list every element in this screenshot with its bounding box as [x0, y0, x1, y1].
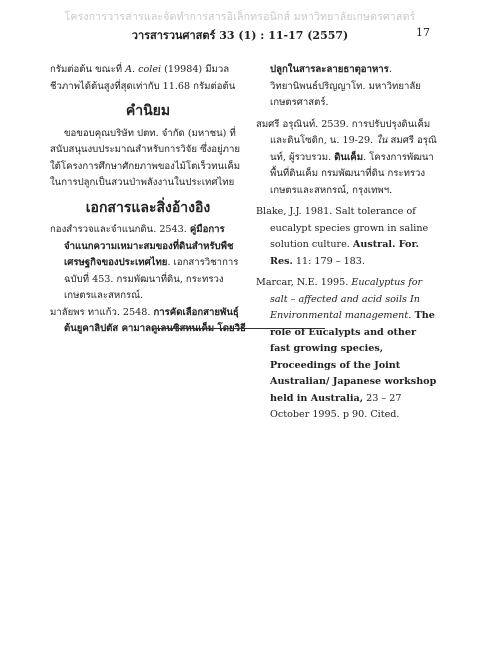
intro-paragraph — [50, 62, 246, 95]
ref-proceedings: The role of Eucalypts and other fast growing species, Proceedings of the Joint Australian/ Japanese workshop held in Australia, — [270, 310, 437, 404]
left-column — [50, 62, 246, 338]
watermark-banner: โครงการวารสารและจัดทำการสารอิเล็กทรอนิกส์ มหาวิทยาลัยเกษตรศาสตร์ — [64, 11, 416, 23]
acknowledgement-heading: คำนิยม — [125, 103, 171, 119]
ref-details: 11: 179 – 183. — [292, 255, 365, 267]
species-name: A. colei — [125, 64, 162, 75]
reference-entry-continued — [270, 62, 438, 112]
references-heading: เอกสารและสิ่งอ้างอิง — [85, 199, 211, 216]
reference-entry — [256, 117, 438, 200]
ref-author-year: กองสำรวจและจำแนกดิน. 2543. — [50, 224, 190, 235]
ref-author-title: Blake, J.J. 1981. Salt tolerance of eucalypt species grown in saline solution culture. — [256, 206, 429, 250]
ref-title: ปลูกในสารละลายธาตุอาหาร — [270, 64, 389, 75]
intro-text-pre: กรัมต่อต้น ขณะที่ — [50, 64, 126, 75]
acknowledgement-text: ขอขอบคุณบริษัท ปตท. จำกัด (มหาชน) ที่สนับสนุนงบประมาณสำหรับการวิจัย ซึ่งอยู่ภายใต้โครงการศึกษาศักยภาพของไม้โตเร็วทนเค็มในการปลูกเป็นสวนป่าพลังงานในประเทศไทย — [50, 127, 241, 188]
page-number: 17 — [416, 26, 430, 39]
ref-details: . โครงการพัฒนาพื้นที่ดินเค็ม กรมพัฒนาที่ดิน กระทรวงเกษตรและสหกรณ์, กรุงเทพฯ. — [270, 151, 434, 196]
ref-details: . วิทยานิพนธ์ปริญญาโท. มหาวิทยาลัยเกษตรศาสตร์. — [270, 64, 421, 108]
intro-text-post: (19984) มีมวลชีวภาพได้ต้นสูงที่สุดเท่ากับ 11.68 กรัมต่อต้น — [50, 64, 236, 92]
ref-details: . เอกสารวิชาการฉบับที่ 453. กรมพัฒนาที่ดิน, กระทรวงเกษตรและสหกรณ์. — [64, 257, 239, 301]
reference-entry — [256, 275, 438, 424]
ref-journal: Austral. For. Res. — [270, 239, 419, 267]
ref-editor: สมศรี อรุณินท์, ผู้รวบรวม. — [270, 135, 437, 163]
journal-header: วารสารวนศาสตร์ 33 (1) : 11-17 (2557) — [131, 29, 349, 42]
ref-author-year: สมศรี อรุณินท์. 2539. การปรับปรุงดินเค็มและดินโซดิก, น. 19-29. — [256, 118, 431, 146]
ref-title: ดินเค็ม — [334, 151, 364, 163]
reference-entry — [256, 204, 438, 270]
ref-title: การคัดเลือกสายพันธุ์ต้นยูคาลิปตัส คามาลดูเลนซิสทนเค็ม โดยวิธี — [64, 306, 246, 334]
reference-entry — [50, 305, 246, 338]
ref-title: คู่มือการจำแนกความเหมาะสมของที่ดินสำหรับพืชเศรษฐกิจของประเทศไทย — [64, 224, 234, 268]
ref-details: 23 – 27 October 1995. p 90. Cited. — [270, 392, 402, 420]
end-rule — [155, 328, 325, 329]
ref-author-year: มาลัยพร ทาแก้ว. 2548. — [50, 306, 154, 318]
ref-title: Eucalyptus for salt – affected and acid soils In Environmental management. — [270, 277, 423, 321]
reference-entry — [50, 222, 246, 305]
ref-in: ใน — [376, 135, 388, 146]
ref-author-year: Marcar, N.E. 1995. — [256, 277, 352, 288]
right-column — [256, 62, 438, 424]
